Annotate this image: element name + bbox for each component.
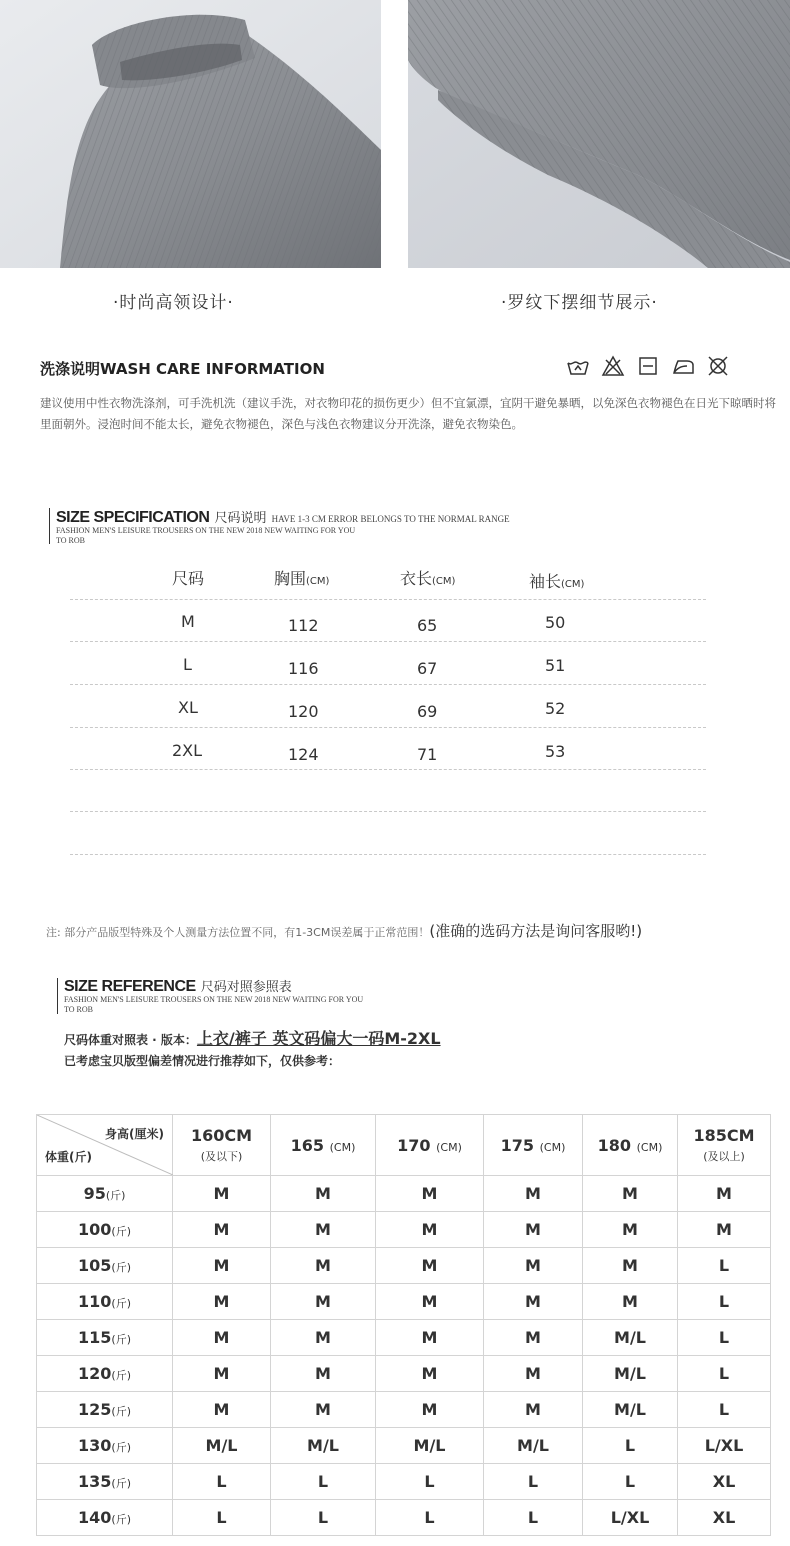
spec-size-2xl: 2XL — [172, 741, 203, 760]
spec-divider — [70, 811, 706, 812]
weight-cell: 115(斤) — [37, 1320, 173, 1356]
size-cell: M — [484, 1176, 583, 1212]
size-spec-subtitle: 尺码说明 — [214, 511, 267, 526]
spec-length-m: 65 — [417, 616, 438, 635]
size-cell: L — [678, 1320, 771, 1356]
spec-chest-2xl: 124 — [288, 745, 319, 764]
size-cell: L/XL — [678, 1428, 771, 1464]
size-cell: M — [271, 1284, 376, 1320]
size-spec-title: SIZE SPECIFICATION — [56, 509, 210, 526]
size-cell: L — [678, 1248, 771, 1284]
size-cell: L — [271, 1500, 376, 1536]
size-cell: M — [376, 1284, 484, 1320]
size-cell: M — [173, 1248, 271, 1284]
size-ref-title: SIZE REFERENCE — [64, 978, 196, 995]
table-row — [37, 1320, 771, 1356]
size-cell: M/L — [583, 1320, 678, 1356]
measurement-note — [46, 920, 642, 941]
height-header: 170 (CM) — [376, 1115, 484, 1176]
size-ref-version-highlight: 上衣/裤子 英文码偏大一码M-2XL — [196, 1029, 441, 1048]
size-ref-heading — [64, 976, 292, 996]
table-row — [37, 1464, 771, 1500]
height-header: 180 (CM) — [583, 1115, 678, 1176]
table-row — [37, 1392, 771, 1428]
size-cell: L — [678, 1356, 771, 1392]
section-divider — [49, 508, 50, 544]
size-cell: M/L — [376, 1428, 484, 1464]
weight-cell: 125(斤) — [37, 1392, 173, 1428]
size-cell: M/L — [484, 1428, 583, 1464]
size-spec-heading — [56, 507, 510, 527]
wash-care-icons — [566, 354, 730, 378]
size-cell: M — [678, 1176, 771, 1212]
weight-cell: 105(斤) — [37, 1248, 173, 1284]
size-spec-note: HAVE 1-3 CM ERROR BELONGS TO THE NORMAL RANGE — [271, 514, 510, 524]
size-cell: L — [173, 1464, 271, 1500]
height-header: 165 (CM) — [271, 1115, 376, 1176]
spec-sleeve-2xl: 53 — [545, 742, 566, 761]
size-cell: M — [583, 1212, 678, 1248]
table-corner-header — [37, 1115, 173, 1176]
height-header: 175 (CM) — [484, 1115, 583, 1176]
measurement-note-small: 注: 部分产品版型特殊及个人测量方法位置不同，有1-3CM误差属于正常范围！ — [46, 926, 430, 939]
size-ref-small-text: FASHION MEN'S LEISURE TROUSERS ON THE NEW 2018 NEW WAITING FOR YOU TO ROB — [64, 995, 364, 1014]
spec-divider — [70, 769, 706, 770]
size-cell: L — [376, 1464, 484, 1500]
size-cell: M — [271, 1176, 376, 1212]
size-cell: L — [271, 1464, 376, 1500]
height-header: 185CM (及以上) — [678, 1115, 771, 1176]
spec-header-chest: 胸围(CM) — [274, 569, 330, 588]
size-cell: M — [484, 1284, 583, 1320]
size-cell: M — [678, 1212, 771, 1248]
size-cell: M — [484, 1392, 583, 1428]
table-row — [37, 1212, 771, 1248]
size-cell: M/L — [173, 1428, 271, 1464]
spec-size-xl: XL — [178, 698, 198, 717]
caption-collar: ·时尚高领设计· — [113, 293, 234, 313]
size-cell: M — [173, 1320, 271, 1356]
size-cell: M — [376, 1176, 484, 1212]
spec-length-l: 67 — [417, 659, 438, 678]
size-cell: M — [583, 1284, 678, 1320]
size-spec-small-text: FASHION MEN'S LEISURE TROUSERS ON THE NEW 2018 NEW WAITING FOR YOU TO ROB — [56, 526, 356, 545]
table-row — [37, 1356, 771, 1392]
weight-cell: 100(斤) — [37, 1212, 173, 1248]
spec-divider — [70, 854, 706, 855]
spec-size-l: L — [183, 655, 192, 674]
size-cell: M — [484, 1212, 583, 1248]
spec-chest-m: 112 — [288, 616, 319, 635]
weight-cell: 135(斤) — [37, 1464, 173, 1500]
size-cell: L — [583, 1428, 678, 1464]
size-cell: XL — [678, 1464, 771, 1500]
size-cell: M — [271, 1320, 376, 1356]
weight-cell: 140(斤) — [37, 1500, 173, 1536]
table-row — [37, 1284, 771, 1320]
line-dry-icon — [636, 354, 660, 378]
spec-divider — [70, 599, 706, 600]
spec-header-size: 尺码 — [172, 569, 205, 588]
size-cell: M — [271, 1248, 376, 1284]
size-cell: M — [173, 1212, 271, 1248]
size-cell: M — [376, 1248, 484, 1284]
size-cell: M/L — [271, 1428, 376, 1464]
spec-chest-l: 116 — [288, 659, 319, 678]
size-cell: XL — [678, 1500, 771, 1536]
spec-size-m: M — [181, 612, 195, 631]
weight-axis-label: 体重(斤) — [45, 1150, 92, 1164]
size-cell: L — [678, 1392, 771, 1428]
size-cell: M — [376, 1356, 484, 1392]
spec-divider — [70, 727, 706, 728]
size-cell: M — [484, 1320, 583, 1356]
size-cell: M — [583, 1176, 678, 1212]
size-cell: M/L — [583, 1392, 678, 1428]
spec-sleeve-l: 51 — [545, 656, 566, 675]
table-row — [37, 1176, 771, 1212]
height-header: 160CM (及以下) — [173, 1115, 271, 1176]
size-cell: M/L — [583, 1356, 678, 1392]
caption-hem: ·罗纹下摆细节展示· — [501, 293, 658, 313]
size-cell: M — [484, 1248, 583, 1284]
spec-divider — [70, 684, 706, 685]
size-cell: M — [484, 1356, 583, 1392]
weight-cell: 130(斤) — [37, 1428, 173, 1464]
wash-care-text: 建议使用中性衣物洗涤剂，可手洗机洗（建议手洗，对衣物印花的损伤更少）但不宜氯漂，宜阴干避免暴晒，以免深色衣物褪色在日光下晾晒时将里面朝外。浸泡时间不能太长，避免衣物褪色，深色与浅色衣物建议分开洗涤，避免衣物染色。 — [40, 396, 776, 431]
size-ref-subtitle: 尺码对照参照表 — [200, 980, 292, 995]
size-cell: L/XL — [583, 1500, 678, 1536]
no-tumble-dry-icon — [706, 354, 730, 378]
size-cell: M — [271, 1212, 376, 1248]
size-ref-recommendation: 已考虑宝贝版型偏差情况进行推荐如下，仅供参考： — [64, 1054, 341, 1068]
size-cell: M — [376, 1392, 484, 1428]
weight-cell: 120(斤) — [37, 1356, 173, 1392]
spec-chest-xl: 120 — [288, 702, 319, 721]
table-row — [37, 1500, 771, 1536]
size-cell: L — [583, 1464, 678, 1500]
size-cell: M — [173, 1392, 271, 1428]
wash-care-title: 洗涤说明WASH CARE INFORMATION — [40, 360, 325, 378]
spec-divider — [70, 641, 706, 642]
measurement-note-emphasis: (准确的选码方法是询问客服哟!) — [429, 922, 643, 940]
size-cell: M — [173, 1356, 271, 1392]
size-cell: M — [173, 1176, 271, 1212]
size-cell: L — [484, 1500, 583, 1536]
iron-icon — [671, 354, 695, 378]
height-axis-label: 身高(厘米) — [105, 1127, 164, 1141]
size-cell: M — [376, 1212, 484, 1248]
size-cell: L — [376, 1500, 484, 1536]
section-divider — [57, 978, 58, 1014]
spec-length-xl: 69 — [417, 702, 438, 721]
spec-header-sleeve: 袖长(CM) — [529, 572, 585, 591]
photo-collar — [0, 0, 381, 268]
size-cell: L — [678, 1284, 771, 1320]
size-cell: L — [173, 1500, 271, 1536]
hand-wash-icon — [566, 354, 590, 378]
weight-cell: 95(斤) — [37, 1176, 173, 1212]
size-cell: M — [583, 1248, 678, 1284]
weight-cell: 110(斤) — [37, 1284, 173, 1320]
no-bleach-icon — [601, 354, 625, 378]
size-cell: L — [484, 1464, 583, 1500]
spec-header-length: 衣长(CM) — [400, 569, 456, 588]
spec-length-2xl: 71 — [417, 745, 438, 764]
spec-sleeve-m: 50 — [545, 613, 566, 632]
size-cell: M — [271, 1392, 376, 1428]
table-row — [37, 1248, 771, 1284]
photo-hem — [408, 0, 790, 268]
size-cell: M — [271, 1356, 376, 1392]
table-row — [37, 1428, 771, 1464]
spec-sleeve-xl: 52 — [545, 699, 566, 718]
size-ref-version: 尺码体重对照表 · 版本：上衣/裤子 英文码偏大一码M-2XL — [64, 1029, 441, 1048]
size-cell: M — [376, 1320, 484, 1356]
size-ref-table — [36, 1114, 771, 1536]
size-cell: M — [173, 1284, 271, 1320]
